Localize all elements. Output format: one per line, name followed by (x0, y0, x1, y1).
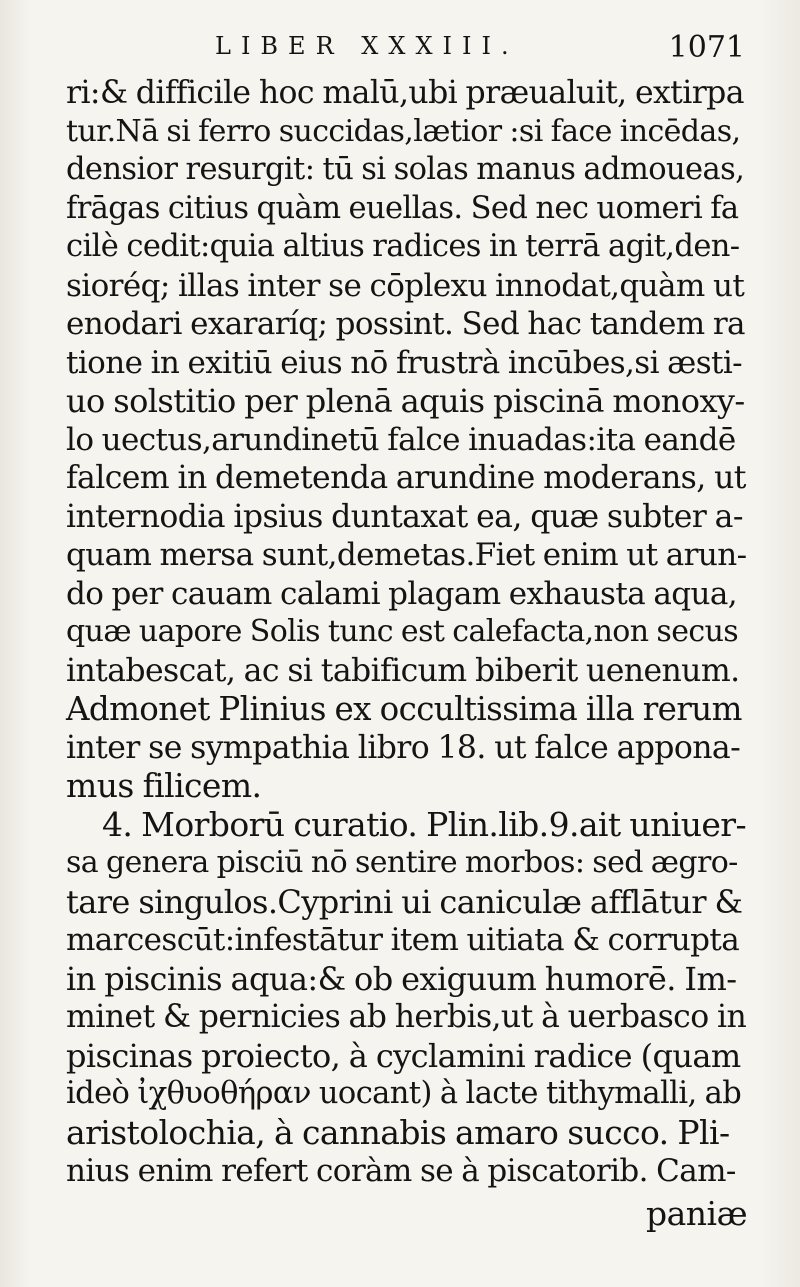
text-line: quæ uapore Solis tunc est calefacta,non secus (66, 614, 739, 649)
running-head: LIBER XXXIII. (215, 32, 519, 60)
text-line: uo solstitio per plenā aquis piscinā monoxy- (66, 382, 745, 420)
text-line: sa genera pisciū nō sentire morbos: sed ægro- (66, 845, 738, 880)
folio-number: 1071 (668, 30, 745, 65)
text-line: ri:& difficile hoc malū,ubi præualuit, extirpa (66, 75, 744, 111)
text-line: aristolochia, à cannabis amaro succo. Pli- (66, 1112, 730, 1152)
text-line: ideò ἰχθυοθήραν uocant) à lacte tithymalli, ab (66, 1076, 742, 1111)
section-heading-line: 4. Morborū curatio. Plin.lib.9.ait uniuer- (102, 804, 746, 844)
text-line: internodia ipsius duntaxat ea, quæ subter a- (66, 498, 743, 535)
text-line: tur.Nā si ferro succidas,lætior :si face incēdas, (66, 113, 741, 149)
text-line: tare singulos.Cyprini ui caniculæ afflātur & (66, 882, 743, 921)
text-line: marcescūt:infestātur item uitiata & corrupta (66, 922, 740, 958)
text-line: densior resurgit: tū si solas manus admoueas, (66, 152, 745, 187)
text-line: do per cauam calami plagam exhausta aqua, (66, 575, 737, 612)
text-line: sioréq; illas inter se cōplexu innodat,quàm ut (66, 267, 745, 304)
text-line: frāgas citius quàm euellas. Sed nec uomeri fa (66, 190, 739, 226)
text-line: in piscinis aqua:& ob exiguum humorē. Im- (66, 959, 737, 998)
text-line: cilè cedit:quia altius radices in terrā agit,den- (66, 229, 740, 264)
text-line: falcem in demetenda arundine moderans, ut (66, 460, 746, 496)
text-line: intabescat, ac si tabificum biberit uenenum. (66, 652, 740, 689)
catchword: paniæ (646, 1194, 748, 1233)
text-line: enodari exararíq; possint. Sed hac tandem ra (66, 306, 745, 342)
page-header (215, 30, 745, 70)
text-block (66, 74, 746, 1191)
text-line: piscinas proiecto, à cyclamini radice (quam (66, 1036, 741, 1075)
text-line: quam mersa sunt,demetas.Fiet enim ut arun- (66, 537, 747, 573)
text-line: nius enim refert coràm se à piscatorib. Cam- (66, 1153, 736, 1189)
text-line: mus filicem. (66, 766, 262, 805)
text-line: minet & pernicies ab herbis,ut à uerbasco in (66, 999, 747, 1035)
text-line: inter se sympathia libro 18. ut falce appona- (66, 729, 741, 766)
text-line: lo uectus,arundinetū falce inuadas:ita eandē (66, 421, 736, 458)
text-line: tione in exitiū eius nō frustrà incūbes,si æsti- (66, 344, 743, 381)
text-line: Admonet Plinius ex occultissima illa rerum (66, 690, 742, 728)
